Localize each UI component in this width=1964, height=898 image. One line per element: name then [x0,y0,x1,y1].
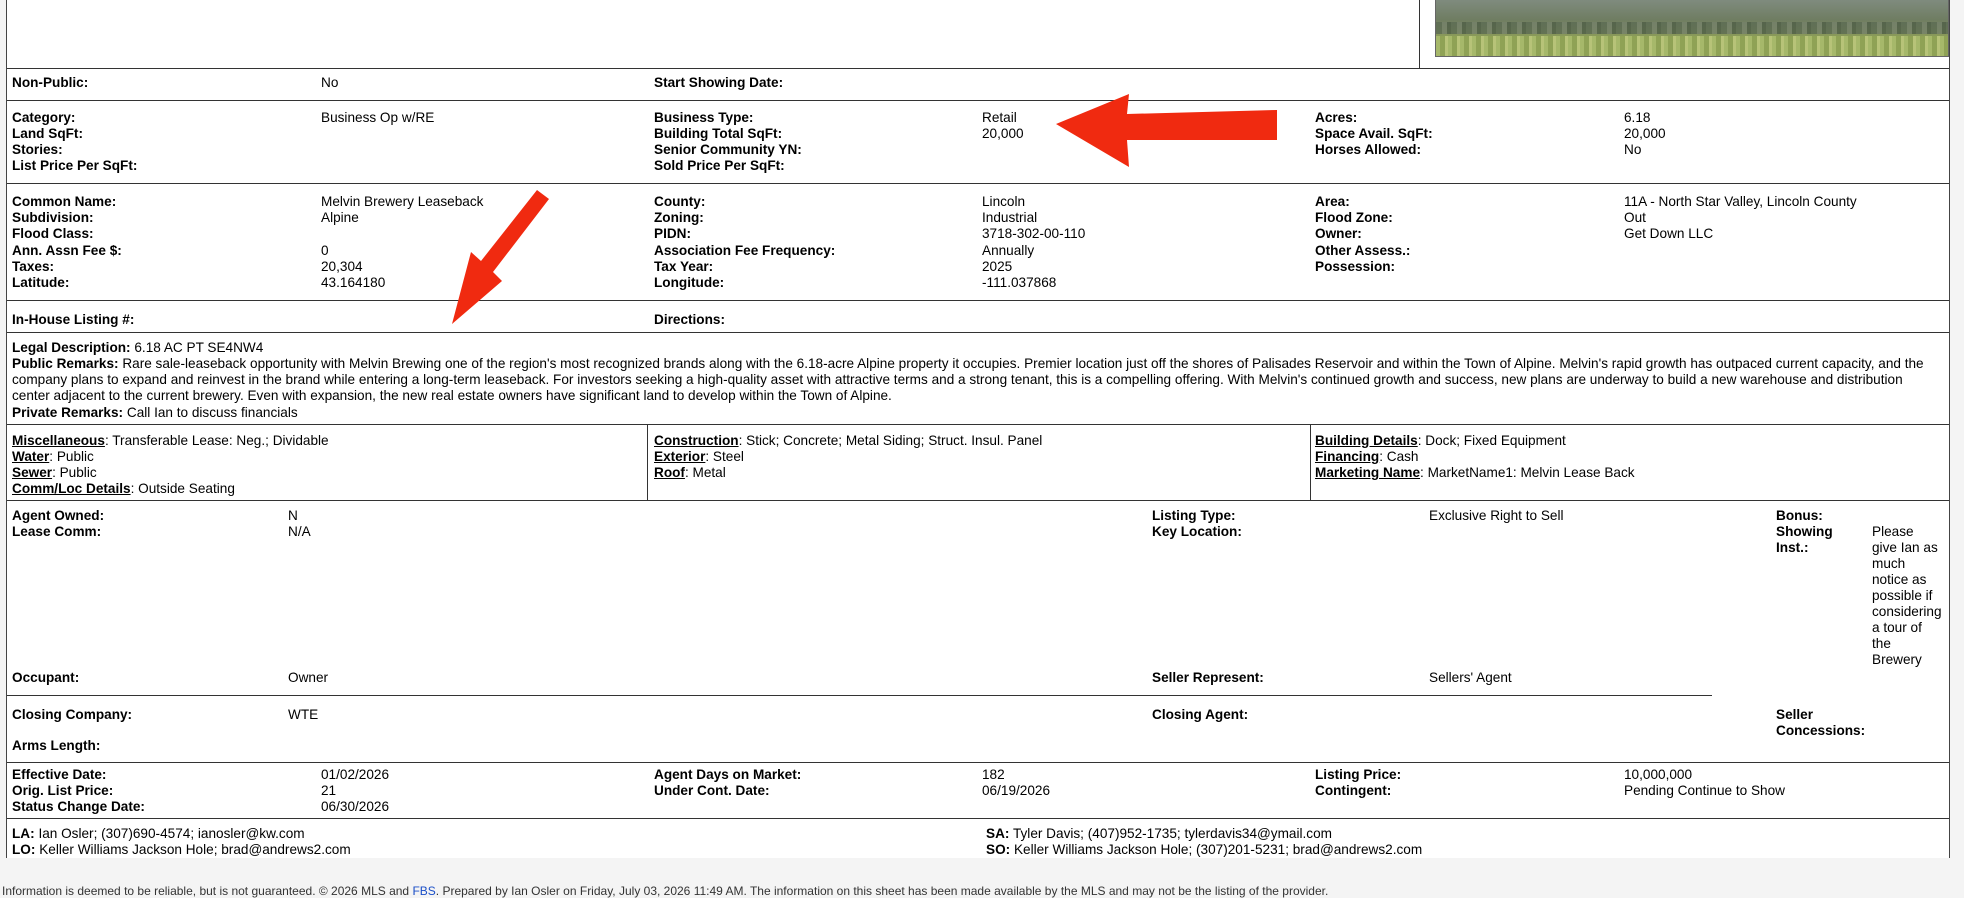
longitude-label: Longitude: [654,275,725,290]
nonpublic-label: Non-Public: [12,75,89,90]
status-change-date-label: Status Change Date: [12,799,145,814]
listing-agent: LA: Ian Osler; (307)690-4574; ianosler@kw.com [12,826,305,841]
longitude-value: -111.037868 [982,275,1057,290]
financing-feature: Financing: Cash [1315,449,1419,464]
occupant-label: Occupant: [12,670,80,685]
closing-agent-label: Closing Agent: [1152,707,1249,722]
arrow-to-latitude [452,190,549,324]
senior-community-label: Senior Community YN: [654,142,802,157]
space-avail-value: 20,000 [1624,126,1666,141]
showing-inst-label-2: Inst.: [1776,540,1809,555]
land-sqft-label: Land SqFt: [12,126,83,141]
zoning-value: Industrial [982,210,1038,225]
owner-label: Owner: [1315,226,1362,241]
tax-year-value: 2025 [982,259,1013,274]
owner-value: Get Down LLC [1624,226,1714,241]
orig-list-price-label: Orig. List Price: [12,783,114,798]
showing-inst-line: considering [1872,604,1942,619]
listing-type-label: Listing Type: [1152,508,1236,523]
building-details-feature: Building Details: Dock; Fixed Equipment [1315,433,1566,448]
showing-inst-line: notice as [1872,572,1927,587]
category-label: Category: [12,110,76,125]
effective-date-value: 01/02/2026 [321,767,390,782]
list-price-sqft-label: List Price Per SqFt: [12,158,138,173]
closing-company-label: Closing Company: [12,707,133,722]
showing-inst-line: a tour of [1872,620,1922,635]
tax-year-label: Tax Year: [654,259,714,274]
business-type-value: Retail [982,110,1017,125]
showing-inst-line: the [1872,636,1891,651]
sewer-feature: Sewer: Public [12,465,97,480]
space-avail-label: Space Avail. SqFt: [1315,126,1433,141]
orig-list-price-value: 21 [321,783,337,798]
building-total-sqft-value: 20,000 [982,126,1024,141]
listing-office: LO: Keller Williams Jackson Hole; brad@andrews2.com [12,842,351,857]
listing-type-value: Exclusive Right to Sell [1429,508,1564,523]
contingent-label: Contingent: [1315,783,1392,798]
lease-comm-value: N/A [288,524,311,539]
horses-allowed-value: No [1624,142,1642,157]
ann-assn-fee-label: Ann. Assn Fee $: [12,243,122,258]
arms-length-label: Arms Length: [12,738,101,753]
building-total-sqft-label: Building Total SqFt: [654,126,783,141]
sold-price-sqft-label: Sold Price Per SqFt: [654,158,785,173]
bonus-label: Bonus: [1776,508,1823,523]
ann-assn-fee-value: 0 [321,243,329,258]
contingent-value: Pending Continue to Show [1624,783,1785,798]
lease-comm-label: Lease Comm: [12,524,102,539]
inhouse-listing-label: In-House Listing #: [12,312,135,327]
latitude-label: Latitude: [12,275,70,290]
common-name-value: Melvin Brewery Leaseback [321,194,484,209]
seller-represent-value: Sellers' Agent [1429,670,1512,685]
nonpublic-value: No [321,75,339,90]
seller-represent-label: Seller Represent: [1152,670,1264,685]
pidn-label: PIDN: [654,226,692,241]
under-cont-date-label: Under Cont. Date: [654,783,770,798]
showing-inst-label-1: Showing [1776,524,1833,539]
under-cont-date-value: 06/19/2026 [982,783,1051,798]
marketing-name-feature: Marketing Name: MarketName1: Melvin Lease Back [1315,465,1635,480]
listing-sheet [6,0,1950,858]
agent-days-label: Agent Days on Market: [654,767,802,782]
other-assess-label: Other Assess.: [1315,243,1411,258]
business-type-label: Business Type: [654,110,754,125]
county-label: County: [654,194,706,209]
listing-price-label: Listing Price: [1315,767,1402,782]
fbs-link[interactable]: FBS [412,884,436,898]
category-value: Business Op w/RE [321,110,435,125]
common-name-label: Common Name: [12,194,117,209]
latitude-value: 43.164180 [321,275,386,290]
county-value: Lincoln [982,194,1026,209]
showing-inst-line: much [1872,556,1906,571]
seller-concessions-label-2: Concessions: [1776,723,1866,738]
comm-loc-feature: Comm/Loc Details: Outside Seating [12,481,235,496]
directions-label: Directions: [654,312,726,327]
showing-inst-line: Brewery [1872,652,1922,667]
flood-zone-value: Out [1624,210,1646,225]
closing-company-value: WTE [288,707,319,722]
agent-owned-label: Agent Owned: [12,508,105,523]
private-remarks: Private Remarks: Call Ian to discuss financials [12,405,298,420]
water-feature: Water: Public [12,449,94,464]
stories-label: Stories: [12,142,63,157]
area-label: Area: [1315,194,1350,209]
acres-value: 6.18 [1624,110,1651,125]
showing-inst-line: possible if [1872,588,1933,603]
public-remarks: Public Remarks: Rare sale-leaseback opportunity with Melvin Brewing one of the region's most recognized brands along with the 6.18-acre Alpine property it occupies. Premier location just off the shores of Palisades Reservoir and within the Town of Alpine. Melvin's rapid growth has outpaced current capacity, and the company plans to expand and reinvest in the brand while entering a long-term leaseback. For investors seeking a high-quality asset with attractive terms and a strong tenant, this is a compelling offering. With Melvin's continued growth and success, new plans are underway to build a new warehouse and distribution center adjacent to the current brewery. Even with expansion, the new real estate owners have significant land to develop within the Town of Alpine. [12,356,1924,403]
subdivision-label: Subdivision: [12,210,94,225]
area-value: 11A - North Star Valley, Lincoln County [1624,194,1857,209]
legal-description: Legal Description: 6.18 AC PT SE4NW4 [12,340,264,355]
possession-label: Possession: [1315,259,1396,274]
showing-inst-line: Please [1872,524,1914,539]
acres-label: Acres: [1315,110,1358,125]
selling-office: SO: Keller Williams Jackson Hole; (307)201-5231; brad@andrews2.com [986,842,1423,857]
key-location-label: Key Location: [1152,524,1242,539]
misc-feature: Miscellaneous: Transferable Lease: Neg.; Dividable [12,433,329,448]
selling-agent: SA: Tyler Davis; (407)952-1735; tylerdavis34@ymail.com [986,826,1332,841]
agent-days-value: 182 [982,767,1005,782]
horses-allowed-label: Horses Allowed: [1315,142,1422,157]
assn-fee-frequency-value: Annually [982,243,1035,258]
listing-price-value: 10,000,000 [1624,767,1693,782]
taxes-value: 20,304 [321,259,363,274]
occupant-value: Owner [288,670,329,685]
zoning-label: Zoning: [654,210,704,225]
agent-owned-value: N [288,508,298,523]
pidn-value: 3718-302-00-110 [982,226,1086,241]
status-change-date-value: 06/30/2026 [321,799,390,814]
showing-inst-line: give Ian as [1872,540,1938,555]
annotation-arrows [7,0,1949,858]
flood-zone-label: Flood Zone: [1315,210,1393,225]
roof-feature: Roof: Metal [654,465,726,480]
flood-class-label: Flood Class: [12,226,94,241]
seller-concessions-label-1: Seller [1776,707,1814,722]
footer-disclaimer: Information is deemed to be reliable, but is not guaranteed. © 2026 MLS and FBS. Prepared by Ian Osler on Friday, July 03, 2026 11:49 AM. The information on this sheet has been made available by the MLS and may not be the listing of the provider. [2,884,1329,898]
start-showing-label: Start Showing Date: [654,75,784,90]
subdivision-value: Alpine [321,210,359,225]
arrow-to-building-sqft [1056,94,1277,167]
assn-fee-frequency-label: Association Fee Frequency: [654,243,836,258]
effective-date-label: Effective Date: [12,767,107,782]
exterior-feature: Exterior: Steel [654,449,744,464]
construction-feature: Construction: Stick; Concrete; Metal Siding; Struct. Insul. Panel [654,433,1043,448]
taxes-label: Taxes: [12,259,55,274]
